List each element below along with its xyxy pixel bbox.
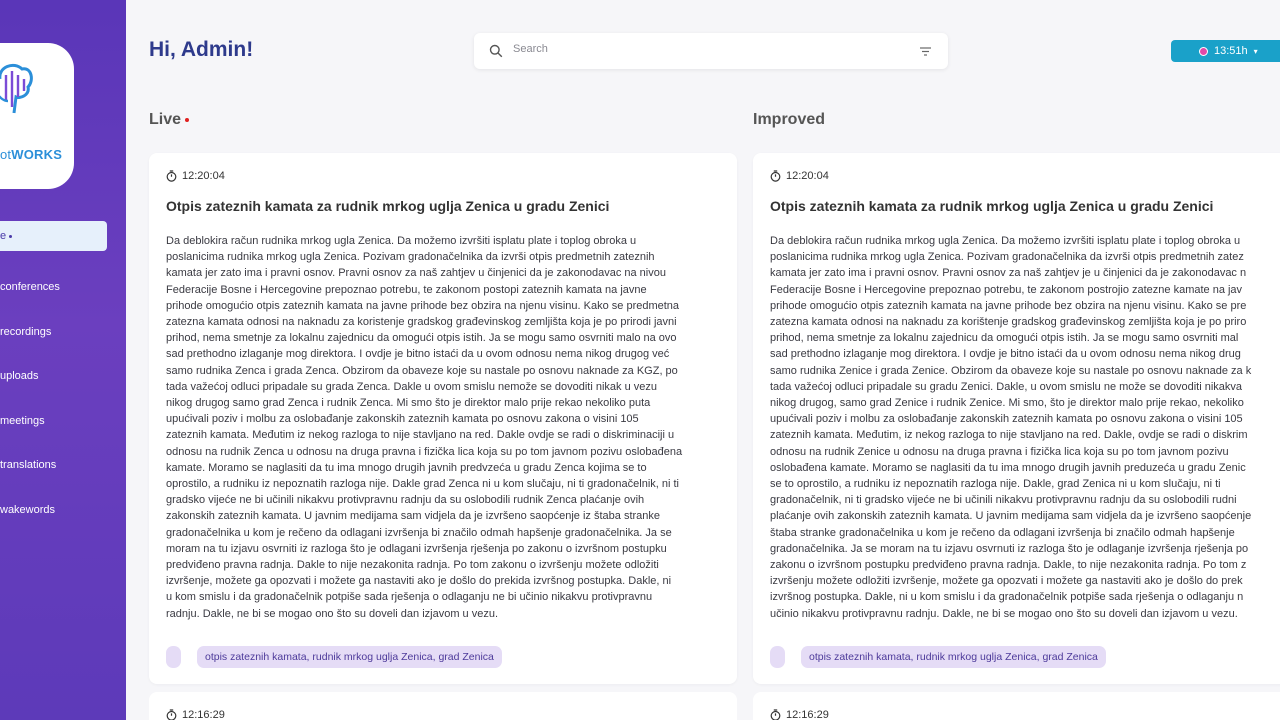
sidebar-item-conferences[interactable]: conferences — [0, 281, 60, 294]
stopwatch-icon — [166, 709, 177, 720]
sidebar-item-meetings[interactable]: meetings — [0, 414, 45, 427]
tag-empty[interactable] — [770, 646, 785, 668]
time-dropdown-button[interactable]: 13:51h ▾ — [1171, 40, 1280, 62]
sidebar-nav — [0, 221, 126, 532]
stopwatch-icon — [166, 170, 177, 182]
tag-empty[interactable] — [166, 646, 181, 668]
tag-row — [166, 646, 502, 668]
live-transcript-card — [149, 153, 737, 684]
card-timestamp: 12:16:29 — [166, 709, 225, 720]
tag-row — [770, 646, 1106, 668]
brain-logo-icon — [0, 57, 38, 119]
stopwatch-icon — [770, 170, 781, 182]
card-transcript-text: Da deblokira račun rudnika mrkog ugla Zenica. Da možemo izvršiti isplatu plate i toplog obroka u poslanicima rudnika mrkog ugla Zenica. Pozivam gradonačelnika da izvrši otpis predmetnih zateznih kamata jer zato ima i pravni osnov. Pravni osnov za naš zahtjev u činjenici da je zakonodavac na nivou Federacije Bosne i Hercegovine prepoznao potrebu, te zakonom postopi zateznih kamata na javne prihode omogućio otpis zateznih kamata na javne prihode bez obzira na njenu visinu. Kako se predmetna zatezna kamata odnosi na naknadu za koristenje gradskog građevinskog zemljišta koja je po prirodi javni prihod, nema smetnje za lokalnu zajednicu da omogući otpis istih. Ja se mogu samo osvrniti malo na ovo sad prethodno izlaganje mog direktora. I ovdje je bitno istaći da u ovom odnosu nema nikog drugog već samo rudnika Zenca i grada Zenca. Obzirom da obaveze koje su nastale po osnovu naknade za KGZ, po tada važećoj odluci pripadale su grada Zenca. Dakle u ovom smislu nemože se dovoditi nikak u vezu nikog drugog samo grad Zenca i rudnik Zenca. Mi smo što je direktor malo prije rekao nekoliko puta upućivali poziv i molbu za oslobađanje zakonskih zateznih kamata po osnovu zakona o visini 105 zateznih kamata. Međutim iz nekog razloga to nije stavljano na red. Dakle ovdje se radi o diskriminaciji u odnosu na rudnik Zenca u odnosu na druga pravna i fizička lica koja su po tom javnom pozivu oslobađena kamate. Moramo se naglasiti da tu ima mnogo drugih javnih predvzeća u gradu Zenca kojima se to oprostilo, a rudniku iz nepoznatih razloga nije. Dakle grad Zenca ni u kom slučaju, ni ti gradonačelnik, ni ti gradsko vijeće ne bi učinili nikakvu protivpravnu radnju da su oslobodili rudnik Zenca plaćanje ovih zakonskih zateznih kamata. U javnim medijama sam vidjela da je izvršeno saopćenje iz štaba stranke gradonačelnika u kom je rečeno da odlagani izvršenja bi značilo odmah hapšenje gradonačelnika. Ja se moram na tu izjavu osvrniti iz razloga što je odlagani izvršenja rješenja po zakonu o izvršnom postupku predviđeno pravna radnja. Dakle to nije nezakonita radnja. Po tom zakonu o izvršenju možete odložiti izvršenje, možete ga opozvati i možete ga nastaviti ako je došlo do prekida izvršnog postupka. Dakle, ni u kom smislu i da gradonačelnik potpiše sada rješenja o odlaganju ne bi učinio nikakvu protivpravnu radnju. Dakle, ne bi se mogao ono što su doveli dan izjavom u vezu. — [166, 235, 683, 620]
live-transcript-card-next — [149, 692, 737, 720]
card-transcript-text: Da deblokira račun rudnika mrkog ugla Zenica. Da možemo izvršiti isplatu plate i toplog obroka u poslanicima rudnika mrkog ugla Zenica. Pozivam gradonačelnika da izvrši otpis predmetnih zatez kamata jer zato ima i pravni osnov. Pravni osnov za naš zahtjev je u činjenici da je zakonodavac n Federacije Bosne i Hercegovine prepoznao potrebu, te zakonom postrojio zatezne kamate na jav prihode omogućio otpis zateznih kamata na javne prihode bez obzira na njenu visinu. Kako se pre zatezna kamata odnosi na naknadu za korištenje gradskog građevinskog zemljišta koja je po priro prihod, nema smetnje za lokalnu zajednicu da omogući otpis istih. Ja se mogu samo osvrniti mal sad prethodno izlaganje mog direktora. I ovdje je bitno istaći da u ovom odnosu nema nikog drug samo rudnika Zenice i grada Zenice. Obzirom da obaveze koje su nastale po osnovu naknade za k tada važećoj odluci pripadale su gradu Zenici. Dakle, u ovom smislu ne može se dovoditi nikakva nikog drugog, samo grad Zenice i rudnik Zenice. Mi smo, što je direktor malo prije rekao, nekoliko upućivali poziv i molbu za oslobađanje zakonskih zateznih kamata po osnovu zakona o visini 105 zateznih kamata. Međutim, iz nekog razloga to nije stavljano na red. Dakle, ovdje se radi o diskrim odnosu na rudnik Zenice u odnosu na druga pravna i fizička lica koja su po tom javnom pozivu oslobađena kamate. Moramo se naglasiti da tu ima mnogo drugih javnih preduzeća u gradu Zenic se to oprostilo, a rudniku iz nepoznatih razloga nije. Dakle, grad Zenica ni u kom slučaju, ni ti gradonačelnik, ni ti gradsko vijeće ne bi učinili nikakvu protivpravnu radnju da su oslobodili rudni plaćanje ovih zakonskih zateznih kamata. U javnim medijama sam vidjela da je izvršeno saopćenje štaba stranke gradonačelnika u kom je rečeno da odlagani izvršenja bi značilo odmah hapšenje gradonačelnika. Ja se moram na tu izjavu osvrnuti iz razloga što je odlaganje izvršenja rješenja po zakonu o izvršnom postupku predviđeno pravna radnja. Dakle, to nije nezakonita radnja. Po tom z izvršenju možete odložiti izvršenje, možete ga opozvati i možete ga nastaviti ako je došlo do prek izvršnog postupka. Dakle, ni u kom smislu i da gradonačelnik potpiše sada rješenja o odlaganju n učinio nikakvu protivpravnu radnju. Dakle, ne bi se mogao ono što su doveli dan izjavom u vezu. — [770, 235, 1252, 620]
card-timestamp: 12:16:29 — [770, 709, 829, 720]
live-indicator-dot — [185, 118, 189, 122]
sidebar-item-live[interactable]: e — [0, 221, 107, 251]
keyword-tag[interactable]: otpis zateznih kamata, rudnik mrkog uglja Zenica, grad Zenica — [197, 646, 502, 668]
live-column-title: Live — [149, 111, 189, 129]
card-timestamp: 12:20:04 — [770, 170, 829, 182]
sidebar-item-uploads[interactable]: uploads — [0, 370, 39, 383]
card-title: Otpis zateznih kamata za rudnik mrkog uglja Zenica u gradu Zenici — [166, 198, 610, 214]
search-icon — [489, 44, 503, 58]
sidebar — [0, 0, 126, 720]
improved-transcript-card — [753, 153, 1280, 684]
search-input[interactable] — [513, 43, 893, 55]
sidebar-item-wakewords[interactable]: wakewords — [0, 503, 56, 516]
card-timestamp: 12:20:04 — [166, 170, 225, 182]
clock-icon — [1199, 47, 1208, 56]
filter-icon[interactable] — [920, 47, 931, 56]
sidebar-item-recordings[interactable]: recordings — [0, 325, 52, 338]
logo-card — [0, 43, 74, 189]
sidebar-item-translations[interactable]: translations — [0, 459, 57, 472]
keyword-tag[interactable]: otpis zateznih kamata, rudnik mrkog uglja Zenica, grad Zenica — [801, 646, 1106, 668]
improved-transcript-card-next — [753, 692, 1280, 720]
search-bar[interactable] — [474, 33, 948, 69]
stopwatch-icon — [770, 709, 781, 720]
page-title: Hi, Admin! — [149, 38, 254, 61]
logo-text: otWORKS — [0, 147, 63, 162]
improved-column-title: Improved — [753, 111, 826, 128]
card-title: Otpis zateznih kamata za rudnik mrkog uglja Zenica u gradu Zenici — [770, 198, 1214, 214]
chevron-down-icon: ▾ — [1253, 46, 1258, 56]
